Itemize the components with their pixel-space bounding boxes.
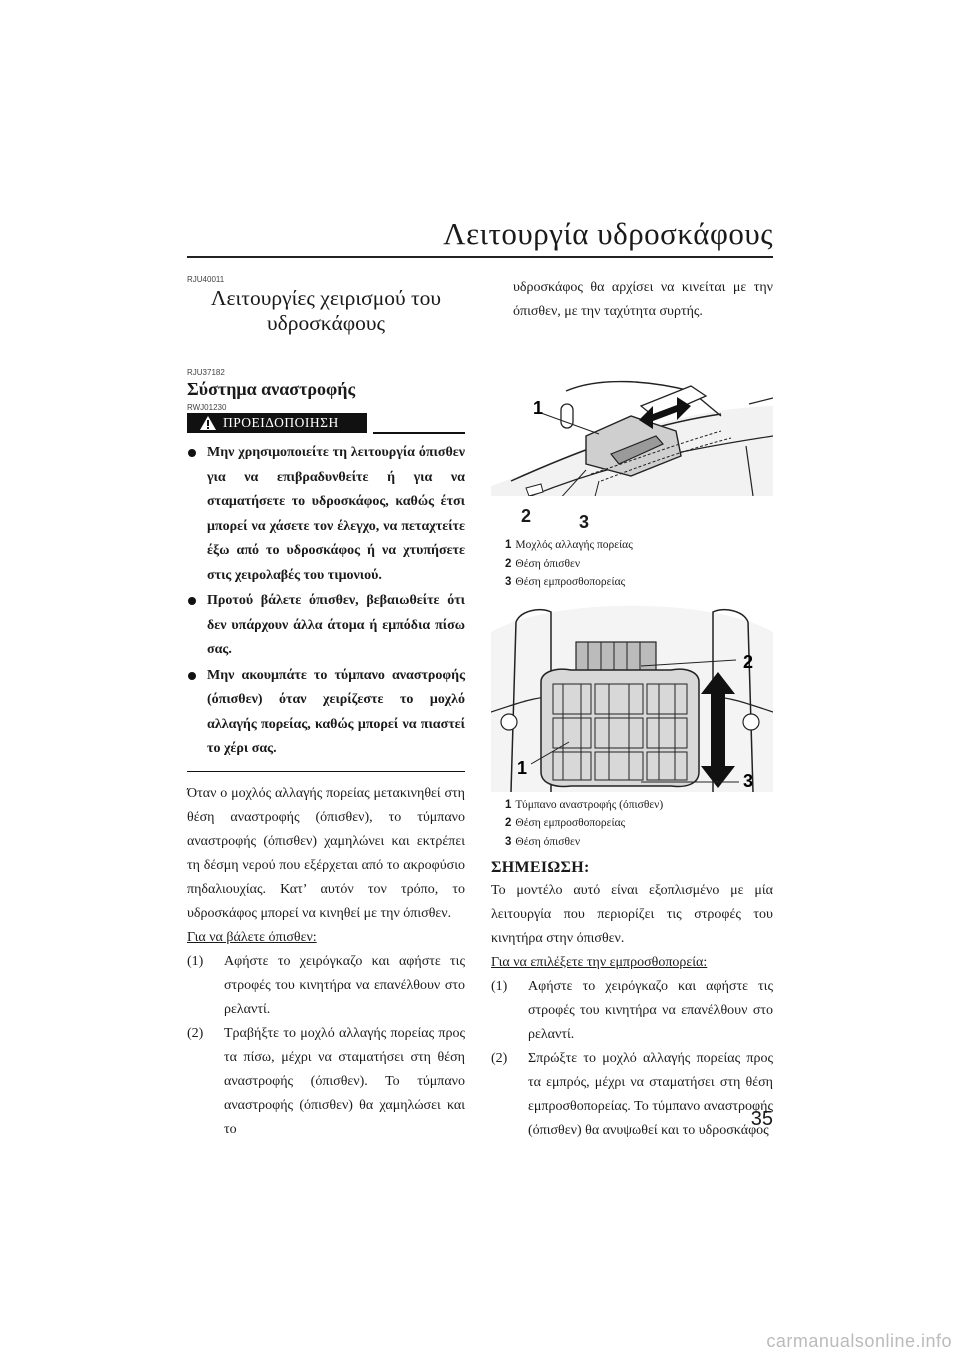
step-item: (1) Αφήστε το χειρόγκαζο και αφήστε τις στροφές του κινητήρα να επανέλθουν στο ρελαντί. <box>491 979 773 1042</box>
step-item: (2) Τραβήξτε το μοχλό αλλαγής πορείας προς τα πίσω, μέχρι να σταματήσει στη θέση αναστροφής (όπισθεν). Το τύμπανο αναστροφής (όπισθεν) θα χαμηλώσει και το <box>187 1026 465 1137</box>
caption-item: 2 Θέση εμπροσθοπορείας <box>505 817 626 829</box>
caption-item: 2 Θέση όπισθεν <box>505 557 581 570</box>
reverse-steps <box>187 950 465 1142</box>
caption-item: 1 Μοχλός αλλαγής πορείας <box>505 539 633 551</box>
page-number: 35 <box>750 1108 773 1130</box>
bullet-icon <box>188 449 196 457</box>
reverse-heading: Για να βάλετε όπισθεν: <box>187 930 317 945</box>
section-title-line1: Λειτουργίες χειρισμού του <box>210 286 442 310</box>
figure2-captions <box>505 796 773 852</box>
section-code: RJU40011 <box>187 275 225 284</box>
warning-item: Προτού βάλετε όπισθεν, βεβαιωθείτε ότι δεν υπάρχουν άλλα άτομα ή εμπόδια πίσω σας. <box>187 589 465 663</box>
section-title-line2: υδροσκάφους <box>266 311 386 335</box>
subsection-code: RJU37182 <box>187 368 225 377</box>
warning-header <box>187 413 465 433</box>
figure-shift-lever <box>491 336 773 592</box>
right-column <box>491 275 773 1143</box>
section-title <box>187 286 465 336</box>
warning-label: ΠΡΟΕΙΔΟΠΟΙΗΣΗ <box>223 415 339 430</box>
bullet-icon <box>188 672 196 680</box>
shift-lever-illustration <box>491 336 773 496</box>
callout-1: 1 <box>517 757 528 778</box>
reverse-bucket-illustration <box>491 602 773 792</box>
caption-item: 3 Θέση όπισθεν <box>505 835 581 848</box>
intro-paragraph: Όταν ο μοχλός αλλαγής πορείας μετακινηθεί στη θέση αναστροφής (όπισθεν), το τύμπανο αναστροφής (όπισθεν) χαμηλώνει και εκτρέπει τη δέσμη νερού που εξέρχεται από το ακροφύσιο πηδαλιουχίας. Κατ’ αυτόν τον τρόπο, το υδροσκάφος μπορεί να κινηθεί με την όπισθεν. <box>187 786 465 921</box>
note-text: Το μοντέλο αυτό είναι εξοπλισμένο με μία λειτουργία που περιορίζει τις στροφές του κινητήρα στην όπισθεν. <box>491 883 773 946</box>
forward-heading: Για να επιλέξετε την εμπροσθοπορεία: <box>491 955 708 970</box>
warning-item: Μην χρησιμοποιείτε τη λειτουργία όπισθεν για να επιβραδυνθείτε ή για να σταματήσετε το υδροσκάφος, καθώς έτσι μπορεί να χάσετε τον έλεγχο, να πεταχτείτε έξω από το υδροσκάφος ή να χτυπήσετε στις χειρολαβές του τιμονιού. <box>187 441 465 588</box>
continuation-paragraph: υδροσκάφος θα αρχίσει να κινείται με την όπισθεν, με την ταχύτητα συρτής. <box>513 280 773 319</box>
watermark: carmanualsonline.info <box>766 1331 952 1351</box>
subsection-title: Σύστημα αναστροφής <box>187 379 356 399</box>
warning-item: Μην ακουμπάτε το τύμπανο αναστροφής (όπισθεν) όταν χειρίζεστε το μοχλό αλλαγής πορείας, καθώς μπορεί να πιαστεί το χέρι σας. <box>187 664 465 762</box>
warning-line <box>373 432 465 434</box>
header-title: Λειτουργία υδροσκάφους <box>443 216 773 251</box>
left-column <box>187 275 465 1142</box>
bullet-icon <box>188 597 196 605</box>
warning-list <box>187 441 465 762</box>
callout-3: 3 <box>579 512 590 532</box>
caption-item: 3 Θέση εμπροσθοπορείας <box>505 576 626 588</box>
warning-badge <box>187 413 367 433</box>
step-item: (2) Σπρώξτε το μοχλό αλλαγής πορείας προς τα εμπρός, μέχρι να σταματήσει στη θέση εμπροσθοπορείας. Το τύμπανο αναστροφής (όπισθεν) θα ανυψωθεί και το υδροσκάφος <box>491 1051 773 1138</box>
note-title: ΣΗΜΕΙΩΣΗ: <box>491 859 590 876</box>
step-item: (1) Αφήστε το χειρόγκαζο και αφήστε τις στροφές του κινητήρα να επανέλθουν στο ρελαντί. <box>187 954 465 1017</box>
callout-2: 2 <box>743 651 754 672</box>
forward-steps <box>491 975 773 1143</box>
warning-triangle-icon <box>199 415 217 431</box>
warning-code: RWJ01230 <box>187 403 227 412</box>
warning-end-rule <box>187 771 465 773</box>
callout-1: 1 <box>533 398 544 418</box>
callout-3: 3 <box>743 770 754 791</box>
caption-item: 1 Τύμπανο αναστροφής (όπισθεν) <box>505 798 664 811</box>
figure-reverse-bucket <box>491 602 773 852</box>
figure1-captions <box>505 536 773 592</box>
header-rule <box>187 256 773 258</box>
callout-2: 2 <box>521 506 532 526</box>
